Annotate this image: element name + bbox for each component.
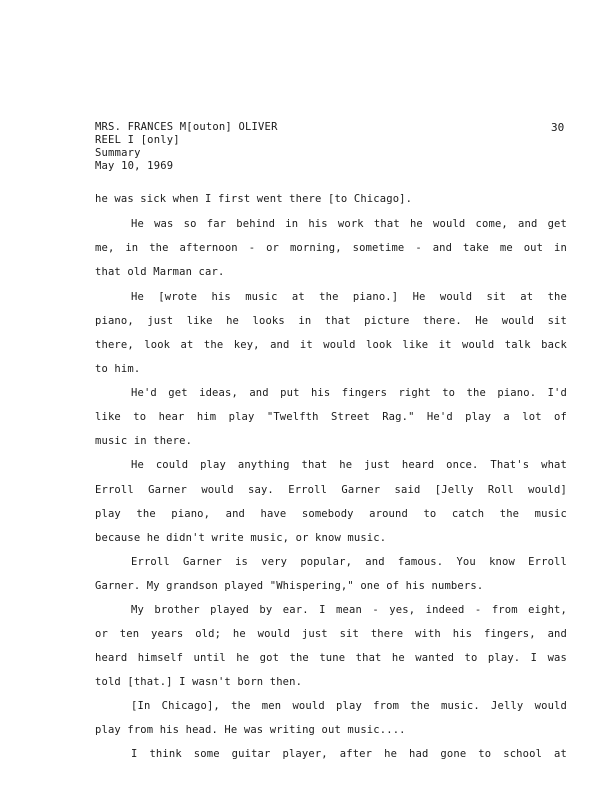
transcript-line: like to hear him play "Twelfth Street Rag." He'd play a lot of xyxy=(95,411,567,423)
transcript-line: or ten years old; he would just sit there with his fingers, and xyxy=(95,628,567,640)
transcript-line: me, in the afternoon - or morning, sometime - and take me out in xyxy=(95,242,567,254)
transcript-line: to him. xyxy=(95,363,141,375)
transcript-line: He could play anything that he just heard once. That's what xyxy=(131,459,567,471)
transcript-line: he was sick when I first went there [to Chicago]. xyxy=(95,193,413,205)
transcript-line: He [wrote his music at the piano.] He would sit at the xyxy=(131,291,567,303)
transcript-line: piano, just like he looks in that picture there. He would sit xyxy=(95,315,567,327)
interviewee-name: MRS. FRANCES M[outon] OLIVER xyxy=(95,121,278,133)
transcript-line: there, look at the key, and it would look like it would talk back xyxy=(95,339,567,351)
interview-date: May 10, 1969 xyxy=(95,160,174,172)
document-type: Summary xyxy=(95,147,141,159)
reel-label: REEL I [only] xyxy=(95,134,180,146)
transcript-line: [In Chicago], the men would play from the music. Jelly would xyxy=(131,700,567,712)
transcript-line: He was so far behind in his work that he would come, and get xyxy=(131,218,567,230)
transcript-line: He'd get ideas, and put his fingers right to the piano. I'd xyxy=(131,387,567,399)
page-number: 30 xyxy=(551,121,565,134)
document-header xyxy=(95,121,278,173)
transcript-line: My brother played by ear. I mean - yes, indeed - from eight, xyxy=(131,604,567,616)
transcript-line: told [that.] I wasn't born then. xyxy=(95,676,303,688)
transcript-line: Garner. My grandson played "Whispering," one of his numbers. xyxy=(95,580,484,592)
transcript-line: music in there. xyxy=(95,435,193,447)
transcript-line: because he didn't write music, or know music. xyxy=(95,532,387,544)
transcript-line: play the piano, and have somebody around to catch the music xyxy=(95,508,567,520)
transcript-line: I think some guitar player, after he had gone to school at xyxy=(131,748,567,760)
transcript-line: play from his head. He was writing out music.... xyxy=(95,724,406,736)
transcript-line: Erroll Garner would say. Erroll Garner said [Jelly Roll would] xyxy=(95,484,567,496)
transcript-line: heard himself until he got the tune that he wanted to play. I was xyxy=(95,652,567,664)
transcript-line: Erroll Garner is very popular, and famous. You know Erroll xyxy=(131,556,567,568)
transcript-line: that old Marman car. xyxy=(95,266,225,278)
